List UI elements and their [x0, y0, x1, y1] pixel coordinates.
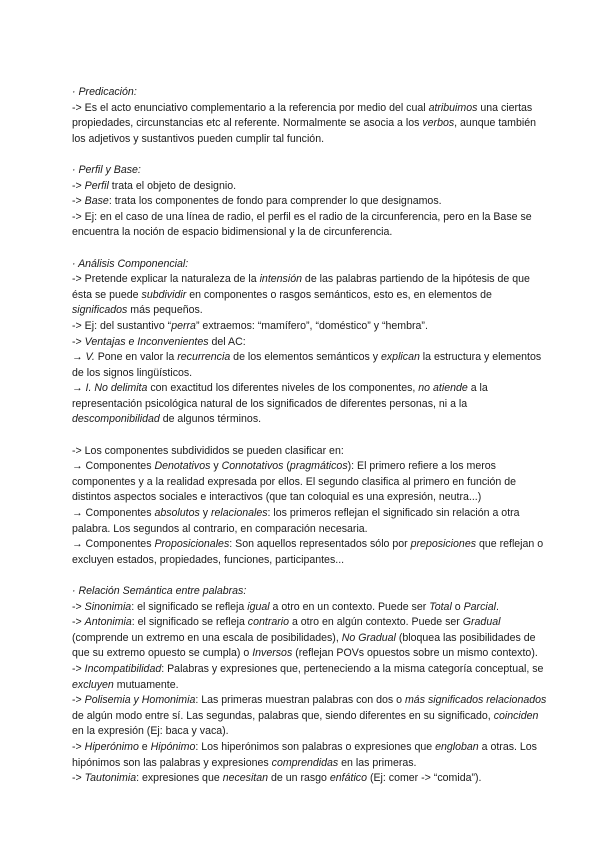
text-run: Pone en valor la [94, 351, 178, 364]
text-run: del AC: [208, 335, 246, 348]
text-run: a otro en algún contexto. Puede ser [289, 616, 463, 629]
italic-term: subdividir [141, 288, 187, 301]
paragraph [72, 444, 548, 460]
text-run: -> [72, 694, 85, 707]
text-run: → Componentes [72, 507, 155, 520]
paragraph [72, 662, 548, 693]
italic-term: V. [85, 351, 95, 364]
paragraph [72, 335, 548, 351]
text-run: mutuamente. [113, 678, 179, 691]
text-run: : trata los componentes de fondo para comprender lo que designamos. [108, 195, 442, 208]
section-0 [72, 85, 548, 147]
text-run: ): El primero refiere a los meros componentes y a la realidad expresada por ellos. El segundo clasifica al primero en función de distintos aspectos sociales e interactivos (que tan coloquial es una expresión, neutra...) [72, 460, 517, 504]
italic-term: Incompatibilidad [84, 662, 162, 675]
paragraph [72, 350, 548, 381]
italic-term: Hiperónimo [84, 740, 139, 753]
paragraph [72, 179, 548, 195]
paragraph [72, 615, 548, 662]
text-run: -> Los componentes subdivididos se pueden clasificar en: [72, 444, 344, 457]
italic-term: absolutos [154, 507, 200, 520]
italic-term: Hipónimo [150, 740, 196, 753]
section-4 [72, 584, 548, 787]
paragraph [72, 210, 548, 241]
text-run: : el significado se refleja [131, 616, 248, 629]
section-heading: · Análisis Componencial: [72, 257, 189, 270]
paragraph [72, 740, 548, 771]
paragraph [72, 272, 548, 319]
text-run: ” extraemos: “mamífero”, “doméstico” y “hembra”. [195, 319, 428, 332]
text-run: -> [72, 616, 85, 629]
italic-term: Total [429, 600, 452, 613]
paragraph [72, 537, 548, 568]
text-run: en la expresión (Ej: baca y vaca). [72, 725, 229, 738]
italic-term: explican [380, 351, 420, 364]
italic-term: perra [171, 319, 196, 332]
italic-term: Ventajas e Inconvenientes [84, 335, 209, 348]
italic-term: descomponibilidad [72, 413, 160, 426]
text-run: una ciertas propiedades, circunstancias etc al referente. Normalmente se asocia a los [72, 101, 533, 130]
text-run: (Ej: comer -> “comida”). [367, 772, 482, 785]
paragraph [72, 506, 548, 537]
paragraph [72, 194, 548, 210]
text-run: -> Ej: en el caso de una línea de radio, el perfil es el radio de la circunferencia, pero en la Base se encuentra la noción de espacio bidimensional y la de circunferencia. [72, 210, 532, 239]
text-run: trata el objeto de designio. [108, 179, 237, 192]
text-run: más pequeños. [127, 304, 203, 317]
text-run: de las palabras partiendo de la hipótesis de que ésta se puede [72, 273, 530, 301]
section-heading: · Relación Semántica entre palabras: [72, 585, 247, 597]
italic-term: Base [84, 195, 109, 208]
text-run: de un rasgo [268, 772, 330, 785]
text-run: -> [72, 662, 85, 675]
italic-term: Sinonimia [84, 600, 132, 613]
text-run: ( [283, 460, 290, 473]
text-run: : Los hiperónimos son palabras o expresiones que [195, 740, 436, 753]
italic-term: Tautonimia [84, 772, 137, 785]
italic-term: Perfil [84, 179, 109, 192]
text-run: → [72, 351, 86, 364]
italic-term: engloban [435, 740, 479, 753]
italic-term: enfático [329, 772, 367, 785]
text-run: -> [72, 179, 85, 192]
italic-term: preposiciones [410, 538, 477, 551]
italic-term: Polisemia y Homonimia [84, 694, 196, 707]
italic-term: atribuimos [428, 101, 478, 114]
paragraph [72, 600, 548, 616]
section-1 [72, 163, 548, 241]
italic-term: Denotativos [154, 460, 211, 473]
text-run: de los elementos semánticos y [230, 351, 381, 364]
text-run: -> [72, 335, 85, 348]
section-heading: · Predicación: [72, 86, 137, 98]
paragraph [72, 459, 548, 506]
text-run: y [199, 507, 211, 520]
text-run: → [72, 382, 86, 395]
text-run: a otro en un contexto. Puede ser [269, 600, 430, 613]
italic-term: excluyen [72, 678, 114, 691]
text-run: (bloquea las posibilidades de que su extremo opuesto se cumpla) o [72, 631, 536, 660]
italic-term: no atiende [418, 382, 468, 395]
text-run: (comprende un extremo en una escala de posibilidades), [72, 631, 342, 644]
italic-term: igual [247, 600, 270, 613]
section-2 [72, 257, 548, 429]
text-run: (reflejan POVs opuestos sobre un mismo contexto). [292, 647, 538, 660]
italic-term: Inversos [252, 647, 293, 660]
text-run: a la representación psicológica natural de los significados de diferentes personas, ni a la [72, 382, 488, 410]
text-run: → Componentes [72, 538, 155, 551]
italic-term: No Gradual [341, 631, 396, 644]
paragraph [72, 319, 548, 335]
section-3 [72, 444, 548, 569]
italic-term: Antonimia [84, 616, 132, 629]
text-run: en componentes o rasgos semánticos, esto es, en elementos de [186, 288, 492, 301]
text-run: -> [72, 195, 85, 208]
text-run: -> Ej: del sustantivo “ [72, 319, 172, 332]
text-run: . [495, 600, 499, 613]
italic-term: pragmáticos [289, 460, 348, 473]
italic-term: intensión [259, 273, 302, 286]
text-run: : expresiones que [136, 772, 223, 785]
text-run: : el significado se refleja [131, 600, 248, 613]
italic-term: Parcial [463, 600, 496, 613]
text-run: : los primeros reflejan el significado sin relación a otra palabra. Los segundos al contrario, en comparación necesaria. [72, 507, 520, 535]
italic-term: Proposicionales [154, 538, 230, 551]
text-run: y [210, 460, 222, 473]
text-run: -> [72, 772, 85, 785]
text-run: → Componentes [72, 460, 155, 473]
italic-term: más significados relacionados [404, 694, 547, 707]
text-run: a otras. Los hipónimos son las palabras y expresiones [72, 740, 537, 769]
italic-term: recurrencia [177, 351, 231, 364]
text-run: , aunque también los adjetivos y sustantivos pueden cumplir tal función. [72, 117, 537, 145]
italic-term: comprendidas [271, 756, 339, 769]
text-run: e [138, 740, 151, 753]
italic-term: contrario [247, 616, 290, 629]
text-run: : Las primeras muestran palabras con dos o [195, 694, 405, 707]
paragraph [72, 771, 548, 787]
italic-term: I. [85, 382, 92, 395]
italic-term: coinciden [493, 709, 539, 722]
text-run: o [451, 600, 464, 613]
text-run: -> [72, 740, 85, 753]
text-run: de algún modo entre sí. Las segundas, palabras que, siendo diferentes en su significado, [72, 709, 494, 722]
text-run: -> Es el acto enunciativo complementario a la referencia por medio del cual [72, 101, 429, 114]
text-run: que reflejan o excluyen estados, propiedades, funciones, participantes... [72, 538, 544, 566]
text-run: : Palabras y expresiones que, perteneciendo a la misma categoría conceptual, se [161, 662, 544, 675]
paragraph [72, 101, 548, 148]
italic-term: necesitan [222, 772, 269, 785]
italic-term: Connotativos [221, 460, 284, 473]
italic-term: relacionales [211, 507, 268, 520]
text-run: -> [72, 600, 85, 613]
text-run: : Son aquellos representados sólo por [229, 538, 411, 551]
text-run: de algunos términos. [159, 413, 262, 426]
italic-term: significados [72, 304, 128, 317]
paragraph [72, 381, 548, 428]
text-run: la estructura y elementos de los signos lingüísticos. [72, 351, 542, 379]
text-run: con exactitud los diferentes niveles de los componentes, [147, 382, 419, 395]
text-run: en las primeras. [338, 756, 417, 769]
text-run: -> Pretende explicar la naturaleza de la [72, 273, 260, 286]
paragraph [72, 693, 548, 740]
italic-term: verbos [422, 117, 455, 130]
section-heading: · Perfil y Base: [72, 163, 141, 176]
italic-term: Gradual [462, 616, 501, 629]
italic-term: No delimita [94, 382, 148, 395]
